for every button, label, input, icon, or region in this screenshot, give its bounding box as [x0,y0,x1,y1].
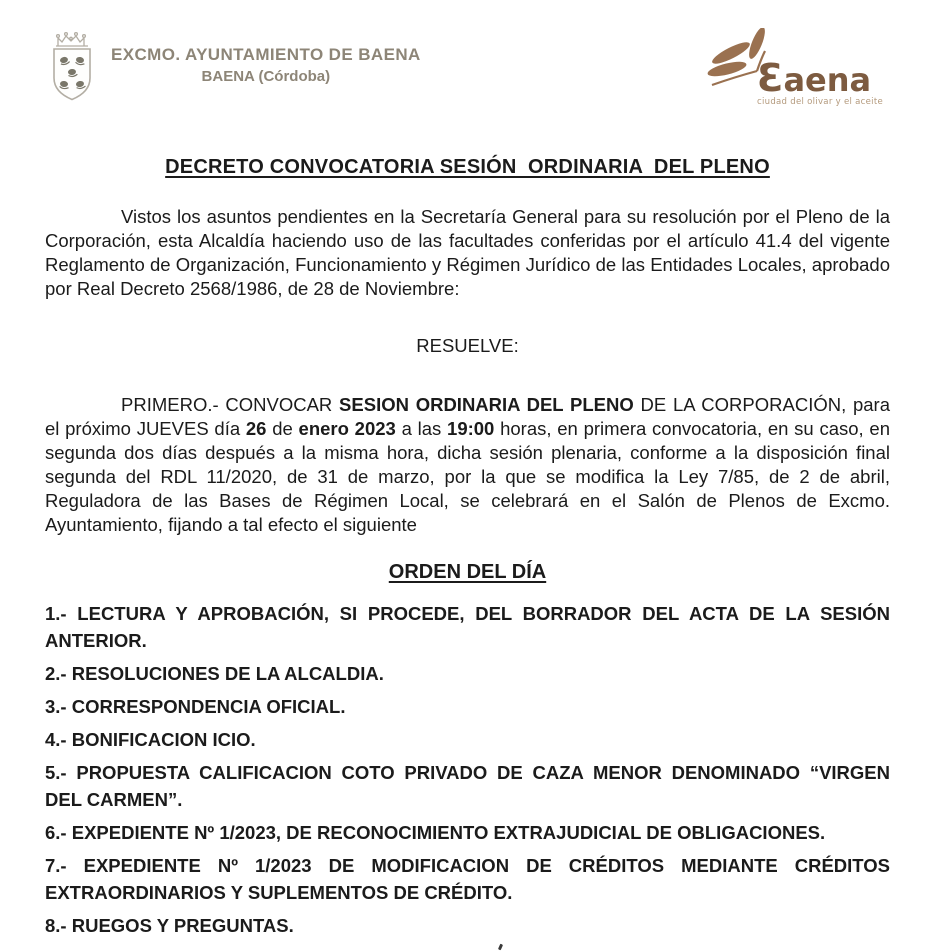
agenda-item-2: 2.- RESOLUCIONES DE LA ALCALDIA. [45,663,384,684]
coat-of-arms-icon [45,28,99,108]
next-line-cutoff-mark [498,944,503,951]
organization-location: BAENA (Córdoba) [201,68,331,86]
organization-name-block [111,44,421,87]
brand-tagline: ciudad del olivar y el aceite [757,97,884,107]
agenda-list [45,600,890,939]
agenda-item-5: 5.- PROPUESTA CALIFICACION COTO PRIVADO DE CAZA MENOR DENOMINADO “VIRGEN DEL CARMEN”. [45,762,890,810]
document-header [45,28,890,108]
primero-paragraph: PRIMERO.- CONVOCAR SESION ORDINARIA DEL PLENO DE LA CORPORACIÓN, para el próximo JUEVES día 26 de enero 2023 a las 19:00 horas, en primera convocatoria, en su caso, en segunda dos días después a la misma hora, dicha sesión plenaria, conforme a la disposición final segunda del RDL 11/2020, de 31 de marzo, por la que se modifica la Ley 7/85, de 2 de abril, Reguladora de las Bases de Régimen Local, se celebrará en el Salón de Plenos de Excmo. Ayuntamiento, fijando a tal efecto el siguiente [45,394,891,535]
agenda-item-8: 8.- RUEGOS Y PREGUNTAS. [45,915,294,936]
agenda-heading: ORDEN DEL DÍA [388,561,547,583]
baena-brand-logo [705,28,890,108]
municipality-identity [45,28,421,108]
agenda-item-6: 6.- EXPEDIENTE Nº 1/2023, DE RECONOCIMIENTO EXTRAJUDICIAL DE OBLIGACIONES. [45,822,826,843]
intro-paragraph: Vistos los asuntos pendientes en la Secretaría General para su resolución por el Pleno de la Corporación, esta Alcaldía haciendo uso de las facultades conferidas por el artículo 41.4 del vigente Reglamento de Organización, Funcionamiento y Régimen Jurídico de las Entidades Locales, aprobado por Real Decreto 2568/1986, de 28 de Noviembre: [45,206,890,299]
organization-name: EXCMO. AYUNTAMIENTO DE BAENA [111,45,421,64]
brand-wordmark: Ɛaena [757,56,872,100]
resolve-heading: RESUELVE: [416,335,519,356]
agenda-item-4: 4.- BONIFICACION ICIO. [45,729,256,750]
document-title: DECRETO CONVOCATORIA SESIÓN ORDINARIA DEL PLENO [165,156,770,178]
agenda-item-1: 1.- LECTURA Y APROBACIÓN, SI PROCEDE, DEL BORRADOR DEL ACTA DE LA SESIÓN ANTERIOR. [45,603,890,651]
agenda-item-3: 3.- CORRESPONDENCIA OFICIAL. [45,696,346,717]
agenda-item-7: 7.- EXPEDIENTE Nº 1/2023 DE MODIFICACION DE CRÉDITOS MEDIANTE CRÉDITOS EXTRAORDINARIOS Y SUPLEMENTOS DE CRÉDITO. [45,855,890,903]
